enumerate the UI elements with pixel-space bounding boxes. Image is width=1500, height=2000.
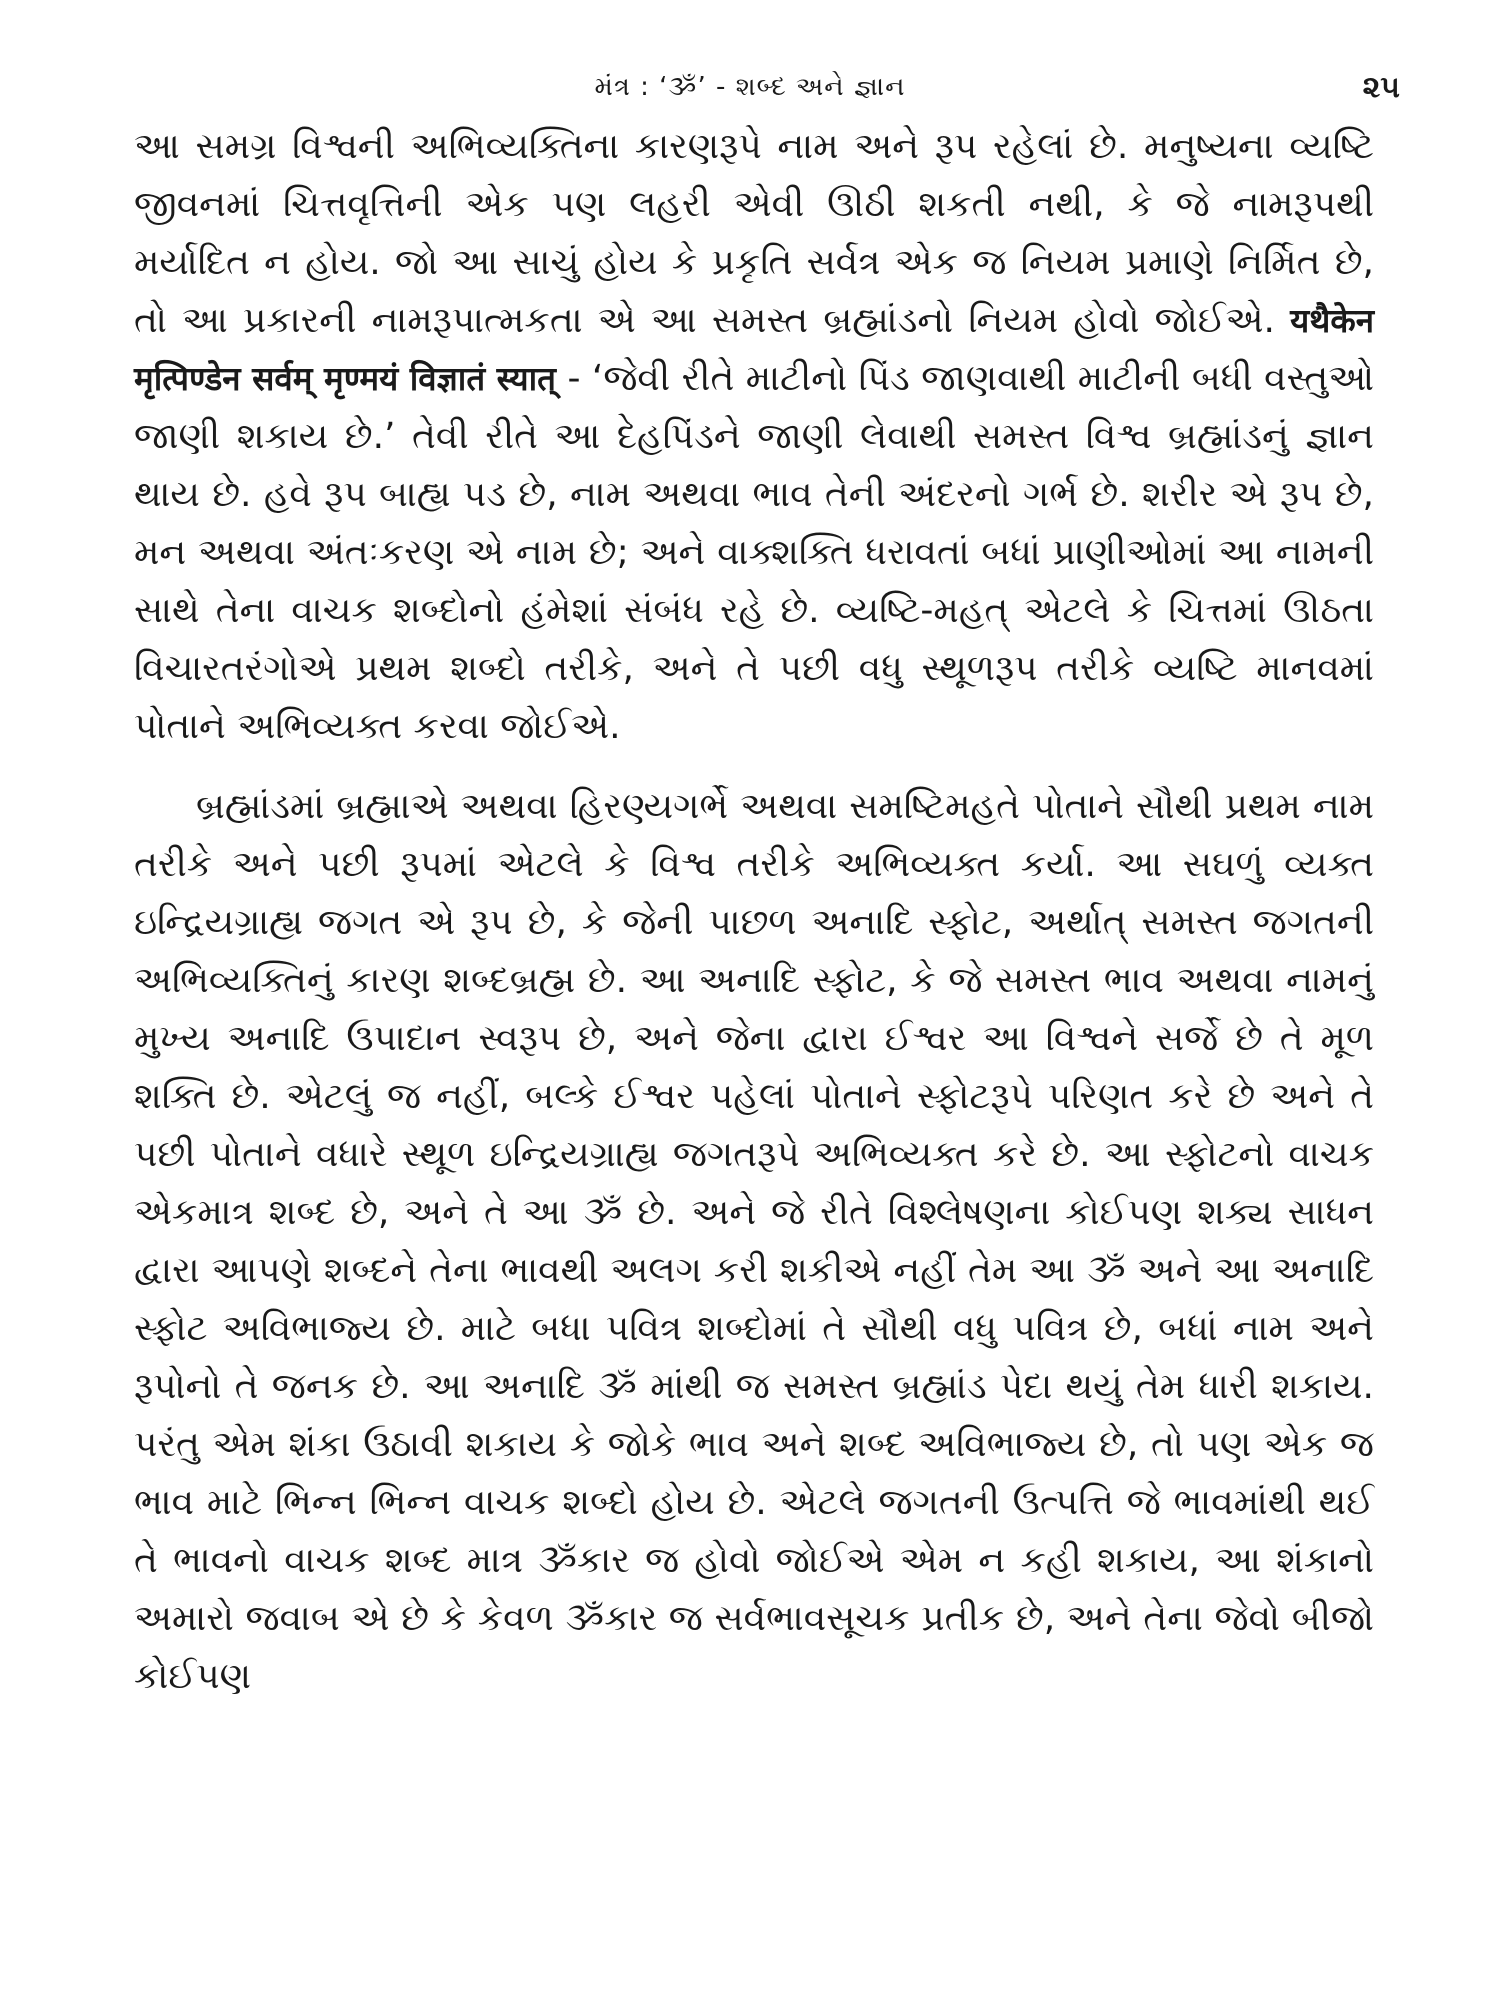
sanskrit-quote: यथैकेन मृत्पिण्डेन सर्वम् मृण्मयं विज्ञातं स्यात्	[134, 301, 1375, 398]
paragraph-2: બ્રહ્માંડમાં બ્રહ્માએ અથવા હિરણ્યગર્ભે અથવા સમષ્ટિમહતે પોતાને સૌથી પ્રથમ નામ તરીકે અને પછી રૂપમાં એટલે કે વિશ્વ તરીકે અભિવ્યક્ત કર્યા. આ સઘળું વ્યક્ત ઇન્દ્રિયગ્રાહ્ય જગત એ રૂપ છે, કે જેની પાછળ અનાદિ સ્ફોટ, અર્થાત્ સમસ્ત જગતની અભિવ્યક્તિનું કારણ શબ્દબ્રહ્મ છે. આ અનાદિ સ્ફોટ, કે જે સમસ્ત ભાવ અથવા નામનું મુખ્ય અનાદિ ઉપાદાન સ્વરૂપ છે, અને જેના દ્વારા ઈશ્વર આ વિશ્વને સર્જે છે તે મૂળ શક્તિ છે. એટલું જ નહીં, બલ્કે ઈશ્વર પહેલાં પોતાને સ્ફોટરૂપે પરિણત કરે છે અને તે પછી પોતાને વધારે સ્થૂળ ઇન્દ્રિયગ્રાહ્ય જગતરૂપે અભિવ્યક્ત કરે છે. આ સ્ફોટનો વાચક એકમાત્ર શબ્દ છે, અને તે આ ૐ છે. અને જે રીતે વિશ્લેષણના કોઈપણ શક્ય સાધન દ્વારા આપણે શબ્દને તેના ભાવથી અલગ કરી શકીએ નહીં તેમ આ ૐ અને આ અનાદિ સ્ફોટ અવિભાજ્ય છે. માટે બધા પવિત્ર શબ્દોમાં તે સૌથી વધુ પવિત્ર છે, બધાં નામ અને રૂપોનો તે જનક છે. આ અનાદિ ૐ માંથી જ સમસ્ત બ્રહ્માંડ પેદા થયું તેમ ધારી શકાય. પરંતુ એમ શંકા ઉઠાવી શકાય કે જોકે ભાવ અને શબ્દ અવિભાજ્ય છે, તો પણ એક જ ભાવ માટે ભિન્ન ભિન્ન વાચક શબ્દો હોય છે. એટલે જગતની ઉત્પત્તિ જે ભાવમાંથી થઈ તે ભાવનો વાચક શબ્દ માત્ર ૐકાર જ હોવો જોઈએ એમ ન કહી શકાય, આ શંકાનો અમારો જવાબ એ છે કે કેવળ ૐકાર જ સર્વભાવસૂચક પ્રતીક છે, અને તેના જેવો બીજો કોઈપણ	[134, 786, 1374, 1697]
running-title: મંત્ર : ‘ૐ’ - શબ્દ અને જ્ઞાન	[594, 72, 906, 102]
page-number: ૨૫	[1362, 70, 1400, 105]
paragraph-1-end: - ‘જેવી રીતે માટીનો પિંડ જાણવાથી માટીની બધી વસ્તુઓ જાણી શકાય છે.’ તેવી રીતે આ દેહપિંડને જાણી લેવાથી સમસ્ત વિશ્વ બ્રહ્માંડનું જ્ઞાન થાય છે. હવે રૂપ બાહ્ય પડ છે, નામ અથવા ભાવ તેની અંદરનો ગર્ભ છે. શરીર એ રૂપ છે, મન અથવા અંતઃકરણ એ નામ છે; અને વાક્શક્તિ ધરાવતાં બધાં પ્રાણીઓમાં આ નામની સાથે તેના વાચક શબ્દોનો હંમેશાં સંબંધ રહે છે. વ્યષ્ટિ-મહત્ એટલે કે ચિત્તમાં ઊઠતા વિચારતરંગોએ પ્રથમ શબ્દો તરીકે, અને તે પછી વધુ સ્થૂળરૂપ તરીકે વ્યષ્ટિ માનવમાં પોતાને અભિવ્યક્ત કરવા જોઈએ.	[134, 358, 1374, 747]
paragraph-1	[134, 118, 1374, 756]
body-text	[134, 118, 1374, 1706]
paragraph-1-start: આ સમગ્ર વિશ્વની અભિવ્યક્તિના કારણરૂપે નામ અને રૂપ રહેલાં છે. મનુષ્યના વ્યષ્ટિ જીવનમાં ચિત્તવૃત્તિની એક પણ લહરી એવી ઊઠી શકતી નથી, કે જે નામરૂપથી મર્યાદિત ન હોય. જો આ સાચું હોય કે પ્રકૃતિ સર્વત્ર એક જ નિયમ પ્રમાણે નિર્મિત છે, તો આ પ્રકારની નામરૂપાત્મકતા એ આ સમસ્ત બ્રહ્માંડનો નિયમ હોવો જોઈએ.	[134, 126, 1374, 341]
